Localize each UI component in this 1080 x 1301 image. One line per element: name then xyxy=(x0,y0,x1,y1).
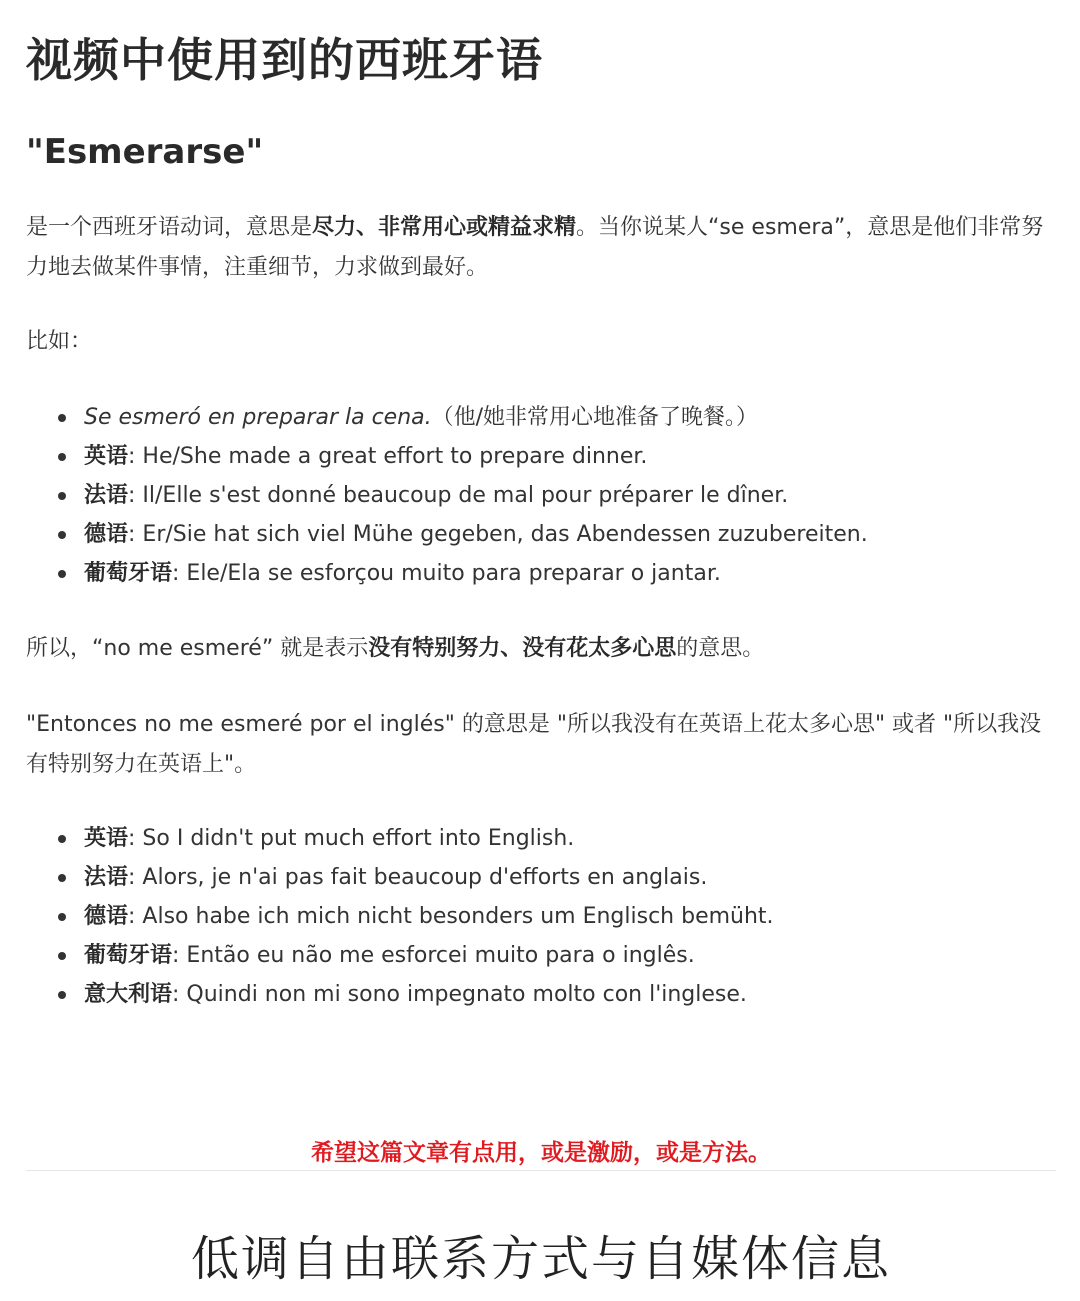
language-label: 意大利语 xyxy=(84,982,173,1007)
list-item xyxy=(84,975,774,1014)
example-translation: （他/她非常用心地准备了晚餐。） xyxy=(431,405,759,430)
translation-text: : Il/Elle s'est donné beaucoup de mal pour préparer le dîner. xyxy=(128,483,789,508)
language-label: 法语 xyxy=(84,865,129,890)
definition-paragraph xyxy=(26,208,1046,288)
contact-heading: 低调自由联系方式与自媒体信息 xyxy=(190,1231,891,1287)
page-title: 视频中使用到的西班牙语 xyxy=(26,33,543,87)
definition-emphasis: 尽力、非常用心或精益求精 xyxy=(312,215,577,240)
list-item xyxy=(84,897,774,936)
list-item xyxy=(84,858,774,897)
list-item xyxy=(84,476,868,515)
language-label: 英语 xyxy=(84,826,129,851)
translation-text: : He/She made a great effort to prepare dinner. xyxy=(128,444,648,469)
example-label: 比如： xyxy=(26,329,93,354)
conclusion-emphasis: 没有特别努力、没有花太多心思 xyxy=(368,636,677,661)
list-item xyxy=(84,398,868,437)
conclusion-suffix: 的意思。 xyxy=(676,636,765,661)
translation-text: : Er/Sie hat sich viel Mühe gegeben, das Abendessen zuzubereiten. xyxy=(128,522,868,547)
example-list xyxy=(84,398,868,593)
language-label: 英语 xyxy=(84,444,129,469)
language-label: 德语 xyxy=(84,904,129,929)
translation-text: : Alors, je n'ai pas fait beaucoup d'efforts en anglais. xyxy=(128,865,708,890)
conclusion-paragraph xyxy=(26,629,764,669)
translation-list xyxy=(84,819,774,1014)
translation-text: : Quindi non mi sono impegnato molto con l'inglese. xyxy=(172,982,747,1007)
list-item xyxy=(84,554,868,593)
list-item xyxy=(84,819,774,858)
spanish-example: Se esmeró en preparar la cena. xyxy=(84,405,432,430)
conclusion-prefix: 所以，“no me esmeré” 就是表示 xyxy=(26,636,369,661)
divider xyxy=(26,1170,1056,1171)
language-label: 葡萄牙语 xyxy=(84,943,173,968)
sentence-explanation: "Entonces no me esmeré por el inglés" 的意思是 "所以我没有在英语上花太多心思" 或者 "所以我没有特别努力在英语上"。 xyxy=(26,712,1042,777)
list-item xyxy=(84,437,868,476)
list-item xyxy=(84,515,868,554)
language-label: 葡萄牙语 xyxy=(84,561,173,586)
definition-prefix: 是一个西班牙语动词，意思是 xyxy=(26,215,313,240)
definition-suffix: 。当你说某人“se esmera”，意思是他们非常努力地去做某件事情，注重细节，力求做到最好。 xyxy=(26,215,1044,280)
translation-text: : Ele/Ela se esforçou muito para preparar o jantar. xyxy=(172,561,721,586)
translation-text: : Então eu não me esforcei muito para o inglês. xyxy=(172,943,695,968)
language-label: 德语 xyxy=(84,522,129,547)
translation-text: : So I didn't put much effort into English. xyxy=(128,826,575,851)
language-label: 法语 xyxy=(84,483,129,508)
translation-text: : Also habe ich mich nicht besonders um Englisch bemüht. xyxy=(128,904,774,929)
footer-note: 希望这篇文章有点用，或是激励，或是方法。 xyxy=(311,1140,771,1166)
list-item xyxy=(84,936,774,975)
term-heading: "Esmerarse" xyxy=(26,132,264,172)
